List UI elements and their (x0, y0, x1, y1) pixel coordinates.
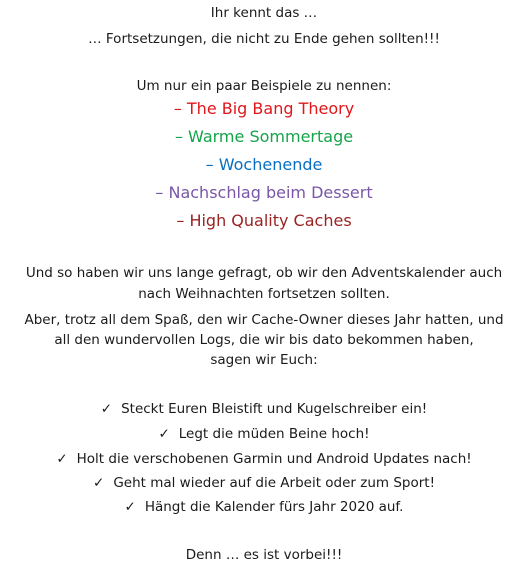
closing-line: Denn … es ist vorbei!!! (185, 547, 343, 563)
example-item-4 (0, 183, 528, 203)
checklist-item-4-text: Geht mal wieder auf die Arbeit oder zum Sport! (113, 475, 435, 491)
paragraph-1-line-1: Und so haben wir uns lange gefragt, ob wir den Adventskalender auch (25, 265, 503, 281)
example-item-1-text: The Big Bang Theory (186, 99, 355, 118)
example-item-4-text: Nachschlag beim Dessert (168, 183, 373, 202)
checkmark-icon: ✓ (100, 401, 113, 417)
checkmark-icon: ✓ (124, 499, 136, 515)
intro-line-1: Ihr kennt das … (210, 5, 318, 21)
checklist-item-5-text: Hängt die Kalender fürs Jahr 2020 auf. (144, 499, 404, 515)
checklist-item-4 (0, 474, 528, 492)
example-item-2-prefix: – (174, 127, 189, 146)
examples-heading: Um nur ein paar Beispiele zu nennen: (136, 78, 392, 94)
paragraph-2-line-1: Aber, trotz all dem Spaß, den wir Cache-Owner dieses Jahr hatten, und (24, 312, 504, 328)
example-item-4-prefix: – (155, 183, 169, 202)
checklist-item-1-text: Steckt Euren Bleistift und Kugelschreiber ein! (121, 401, 428, 417)
example-item-1 (0, 99, 528, 119)
example-item-5-prefix: – (176, 211, 190, 230)
example-item-1-prefix: – (173, 99, 187, 118)
checklist-item-2-text: Legt die müden Beine hoch! (178, 426, 370, 442)
paragraph-1-line-2: nach Weihnachten fortsetzen sollten. (138, 286, 390, 302)
checkmark-icon: ✓ (56, 451, 68, 467)
example-item-3-text: Wochenende (218, 155, 323, 174)
checklist-item-1 (0, 400, 528, 418)
checklist-item-5 (0, 498, 528, 516)
example-item-5-text: High Quality Caches (189, 211, 352, 230)
intro-line-2: … Fortsetzungen, die nicht zu Ende gehen sollten!!! (88, 31, 440, 47)
example-item-2-text: Warme Sommertage (188, 127, 354, 146)
example-item-2 (0, 127, 528, 147)
checklist-item-3-text: Holt die verschobenen Garmin und Android Updates nach! (76, 451, 472, 467)
checkmark-icon: ✓ (93, 475, 105, 491)
checkmark-icon: ✓ (158, 426, 170, 442)
checklist-item-2 (0, 425, 528, 443)
paragraph-2-line-2: all den wundervollen Logs, die wir bis dato bekommen haben, (54, 332, 474, 348)
example-item-3-prefix: – (205, 155, 219, 174)
paragraph-2-line-3: sagen wir Euch: (210, 352, 318, 368)
example-item-3 (0, 155, 528, 175)
example-item-5 (0, 211, 528, 231)
checklist-item-3 (0, 450, 528, 468)
